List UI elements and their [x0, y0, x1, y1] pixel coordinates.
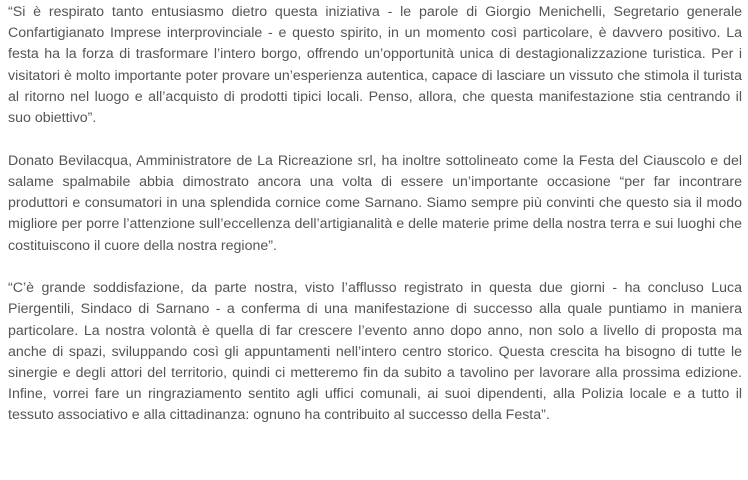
paragraph-piergentili-quote: “C’è grande soddisfazione, da parte nostra, visto l’afflusso registrato in questa due giorni - ha concluso Luca Piergentili, Sindaco di Sarnano - a conferma di una manifestazione di successo alla quale puntiamo in maniera particolare. La nostra volontà è quella di far crescere l’evento anno dopo anno, non solo a livello di proposta ma anche di spazi, sviluppando così gli appuntamenti nell’intero centro storico. Questa crescita ha bisogno di tutte le sinergie e degli attori del territorio, quindi ci metteremo fin da subito a tavolino per lavorare alla prossima edizione. Infine, vorrei fare un ringraziamento sentito agli uffici comunali, ai suoi dipendenti, alla Polizia locale e a tutto il tessuto associativo e alla cittadinanza: ognuno ha contribuito al successo della Festa”.: [8, 280, 742, 424]
paragraph-bevilacqua-quote: Donato Bevilacqua, Amministratore de La Ricreazione srl, ha inoltre sottolineato come la Festa del Ciauscolo e del salame spalmabile abbia dimostrato ancora una volta di essere un’importante occasione “per far incontrare produttori e consumatori in una splendida cornice come Sarnano. Siamo sempre più convinti che questo sia il modo migliore per porre l’attenzione sull’eccellenza dell’artigianalità e delle materie prime della nostra terra e sui luoghi che costituiscono il cuore della nostra regione”.: [8, 152, 742, 254]
paragraph-menichelli-quote: “Si è respirato tanto entusiasmo dietro questa iniziativa - le parole di Giorgio Menichelli, Segretario generale Confartigianato Imprese interprovinciale - e questo spirito, in un momento così particolare, è davvero positivo. La festa ha la forza di trasformare l’intero borgo, offrendo un’opportunità unica di destagionalizzazione turistica. Per i visitatori è molto importante poter provare un’esperienza autentica, capace di lasciare un vissuto che stimola il turista al ritorno nel luogo e all’acquisto di prodotti tipici locali. Penso, allora, che questa manifestazione stia centrando il suo obiettivo”.: [8, 4, 742, 127]
